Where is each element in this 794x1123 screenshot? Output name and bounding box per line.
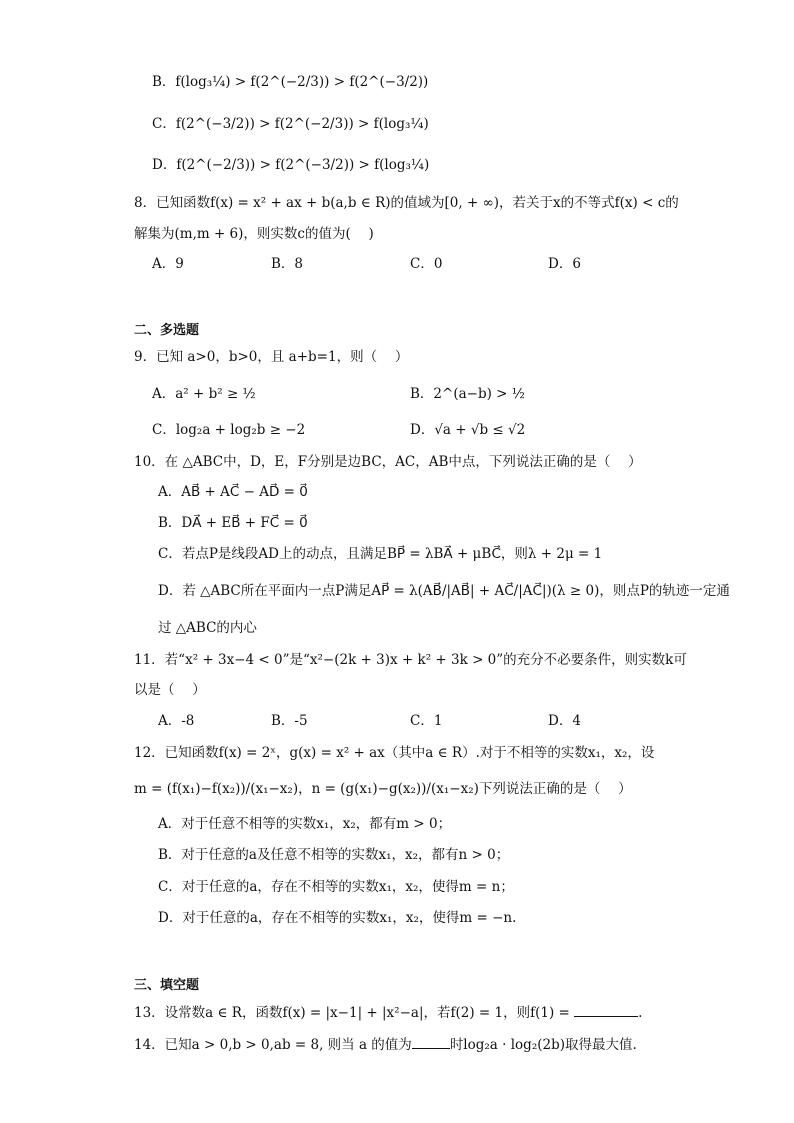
q12-stem-line2: m = (f(x₁)−f(x₂))/(x₁−x₂)，n = (g(x₁)−g(x₂))/(x₁−x₂)下列说法正确的是（ ） [134,781,632,797]
question-13 [134,1002,642,1023]
q11-option-d: D．4 [548,713,581,729]
q8-option-c: C．0 [410,256,443,272]
q11-stem-line2: 以是（ ） [134,682,206,698]
q8-option-a: A．9 [152,256,184,272]
q13-text: 13．设常数a ∈ R，函数f(x) = |x−1| + |x²−a|，若f(2) = 1，则f(1) = [134,1005,575,1021]
q8-option-d: D．6 [548,256,581,272]
q9-option-b: B．2^(a−b) > ½ [410,386,525,402]
q11-stem-line1: 11．若“x² + 3x−4 < 0”是“x²−(2k + 3)x + k² + 3k > 0”的充分不必要条件，则实数k可 [134,652,687,668]
q8-stem-line1: 8．已知函数f(x) = x² + ax + b(a,b ∈ R)的值域为[0, + ∞)，若关于x的不等式f(x) < c的 [134,195,679,211]
q7-option-c: C．f(2^(−3/2)) > f(2^(−2/3)) > f(log₃¼) [152,116,429,132]
q13-answer-blank[interactable] [574,1002,638,1017]
q14-text-part1: 14．已知a > 0,b > 0,ab = 8, 则当 a 的值为 [134,1037,412,1053]
q10-option-a: A．AB⃗ + AC⃗ − AD⃗ = 0⃗ [158,484,308,500]
q9-option-d: D．√a + √b ≤ √2 [410,422,526,438]
q11-option-c: C．1 [410,713,443,729]
q9-option-a: A．a² + b² ≥ ½ [152,386,256,402]
q13-end: . [638,1005,643,1021]
question-14 [134,1034,637,1055]
q12-option-d: D．对于任意的a，存在不相等的实数x₁，x₂，使得m = −n. [158,910,517,926]
q8-stem-line2: 解集为(m,m + 6)，则实数c的值为( ) [134,226,374,242]
q10-option-b: B．DA⃗ + EB⃗ + FC⃗ = 0⃗ [158,515,308,531]
q7-option-d: D．f(2^(−2/3)) > f(2^(−3/2)) > f(log₃¼) [152,157,430,173]
q10-option-d-line1: D．若 △ABC所在平面内一点P满足AP⃗ = λ(AB⃗/|AB⃗| + AC⃗/|AC⃗|)(λ ≥ 0)，则点P的轨迹一定通 [158,583,730,599]
q12-option-a: A．对于任意不相等的实数x₁，x₂，都有m > 0； [158,816,452,832]
section-title-fill-in: 三、填空题 [134,978,200,993]
q10-option-d-line2: 过 △ABC的内心 [158,620,257,636]
q10-stem: 10．在 △ABC中，D，E，F分别是边BC，AC，AB中点，下列说法正确的是（ ） [134,454,642,470]
q10-option-c: C．若点P是线段AD上的动点，且满足BP⃗ = λBA⃗ + μBC⃗，则λ + 2μ = 1 [158,546,603,562]
section-title-multiple-choice: 二、多选题 [134,323,200,338]
q11-option-b: B．-5 [271,713,308,729]
q12-stem-line1: 12．已知函数f(x) = 2ˣ，g(x) = x² + ax（其中a ∈ R）.对于不相等的实数x₁，x₂，设 [134,745,655,761]
q11-option-a: A．-8 [158,713,195,729]
q8-option-b: B．8 [271,256,304,272]
q12-option-c: C．对于任意的a，存在不相等的实数x₁，x₂，使得m = n； [158,879,514,895]
q9-option-c: C．log₂a + log₂b ≥ −2 [152,422,306,438]
q7-option-b: B．f(log₃¼) > f(2^(−2/3)) > f(2^(−3/2)) [152,74,429,90]
q14-text-part2: 时log₂a · log₂(2b)取得最大值. [449,1037,637,1053]
q14-answer-blank[interactable] [412,1034,450,1049]
q9-stem: 9．已知 a>0，b>0，且 a+b=1，则（ ） [134,349,409,365]
q12-option-b: B．对于任意的a及任意不相等的实数x₁，x₂，都有n > 0； [158,847,510,863]
